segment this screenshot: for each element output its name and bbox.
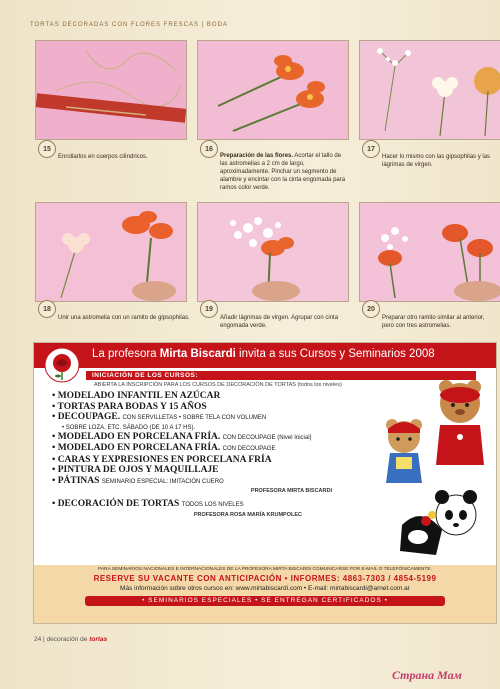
headline-name: Mirta Biscardi [159, 348, 236, 360]
course-detail: CON DECOUPAGE [222, 446, 276, 452]
step-19-photo [197, 202, 349, 302]
page-header: TORTAS DECORADAS CON FLORES FRESCAS | BODA [30, 22, 228, 28]
contact-intro: PARA SEMINARIOS NACIONALES E INTERNACIONALES DE LA PROFESORA MIRTA BISCARDI COMUNICARSE POR E-MAIL O TELEFÓNICAMENTE. [98, 567, 432, 572]
course-title: • PINTURA DE OJOS Y MAQUILLAJE [52, 465, 219, 475]
course-title: • MODELADO INFANTIL EN AZÚCAR [52, 391, 221, 401]
certificates-banner: • SEMINARIOS ESPECIALES • SE ENTREGAN CERTIFICADOS • [85, 596, 445, 606]
course-item [52, 476, 362, 488]
step-number: 20 [362, 300, 380, 318]
headline-pre: La profesora [92, 348, 157, 360]
course-list [52, 391, 362, 519]
phone-info: RESERVE SU VACANTE CON ANTICIPACIÓN • INFORMES: 4863-7303 / 4854-5199 [93, 574, 437, 583]
step-16-photo [197, 40, 349, 140]
site-watermark: Страна Мам [392, 668, 462, 682]
course-item [52, 432, 362, 444]
step-caption [220, 152, 350, 192]
web-email-info: Más información sobre otros cursos en: www.mirtabiscardi.com • E-mail: mirtabiscardi@arnet.com.ar [120, 585, 410, 592]
ad-footer [34, 565, 496, 623]
section-title: INICIACIÓN DE LOS CURSOS: [86, 371, 476, 380]
enrollment-note: ABIERTA LA INSCRIPCIÓN PARA LOS CURSOS DE DECORACIÓN DE TORTAS (todos los niveles) [94, 382, 342, 388]
instructor-name: PROFESORA ROSA MARÍA KRUMPOLEC [193, 511, 302, 518]
course-title: • PÁTINAS [52, 475, 100, 486]
step-20-photo [359, 202, 500, 302]
figurines-illustration [352, 365, 492, 565]
porcelain-figures-image [352, 365, 492, 565]
step-caption: Hacer lo mismo con las gipsophilas y las lágrimas de virgen. [382, 154, 491, 168]
course-detail: CON DECOUPAGE (Nivel Inicial) [222, 434, 312, 441]
step-number: 19 [200, 300, 218, 318]
rose-logo-icon [44, 347, 80, 383]
step-18-photo [35, 202, 187, 302]
step-caption: Añadir lágrimas de virgen. Agrupar con cinta engomada verde. [220, 315, 339, 329]
step-number: 16 [200, 140, 218, 158]
astromelia-image [198, 41, 348, 139]
course-detail-line: • SOBRE LOZA, ETC. SÁBADO (DE 10 A 17 HS). [62, 424, 196, 431]
course-title: • TORTAS PARA BODAS Y 15 AÑOS [52, 401, 207, 412]
page-number: 24 [34, 636, 42, 643]
step-number: 15 [38, 140, 56, 158]
step-number: 18 [38, 300, 56, 318]
three-astromelia-bouquet-image [360, 203, 500, 301]
step-caption: Preparar otro ramito similar al anterior, pero con tres astromelias. [382, 315, 485, 329]
course-title: • CARAS Y EXPRESIONES EN PORCELANA FRÍA [52, 454, 272, 465]
course-detail: CON SERVILLETAS • SOBRE TELA CON VOLUMEN [122, 415, 267, 421]
step-caption: Unir una astromelia con un ramito de gipsophilas. [58, 315, 190, 321]
course-detail: SEMINARIO ESPECIAL: IMITACIÓN CUERO [101, 478, 224, 485]
step-title: Preparación de las flores. [220, 153, 294, 159]
course-item [52, 499, 362, 511]
page-footer [34, 636, 107, 643]
wire-rolling-image [36, 41, 186, 139]
course-title: • MODELADO EN PORCELANA FRÍA. [52, 431, 221, 442]
course-detail: TODOS LOS NIVELES [181, 502, 244, 508]
instructor-name: PROFESORA MIRTA BISCARDI [250, 488, 332, 494]
ad-headline [92, 348, 435, 360]
course-advertisement [33, 342, 497, 624]
course-title: • MODELADO EN PORCELANA FRÍA. [52, 443, 221, 453]
course-item [52, 402, 362, 413]
course-item [52, 391, 362, 402]
gypsophila-image [360, 41, 500, 139]
step-caption-text: Acortar el tallo de las astromelias a 2 cm de largo, aproximadamente. Pinchar un segmento de alambre y encintar con la cinta engomada para ramos color verde. [220, 153, 346, 191]
headline-post: invita a sus Cursos y Seminarios 2008 [239, 348, 435, 360]
course-title: • DECOUPAGE. [52, 412, 121, 422]
footer-separator: | [43, 636, 45, 643]
course-item [52, 412, 362, 424]
bouquet-with-baby-breath-image [198, 203, 348, 301]
step-17-photo [359, 40, 500, 140]
step-number: 17 [362, 140, 380, 158]
course-item [52, 455, 362, 466]
magazine-brand: tortas [89, 636, 108, 643]
course-title: • DECORACIÓN DE TORTAS [52, 499, 180, 509]
course-item [52, 443, 362, 455]
step-15-photo [35, 40, 187, 140]
course-item [52, 465, 362, 476]
step-caption: Enrollarlos en cuerpos cilíndricos. [58, 154, 148, 160]
magazine-label: decoración de [46, 636, 88, 643]
bouquet-image [36, 203, 186, 301]
